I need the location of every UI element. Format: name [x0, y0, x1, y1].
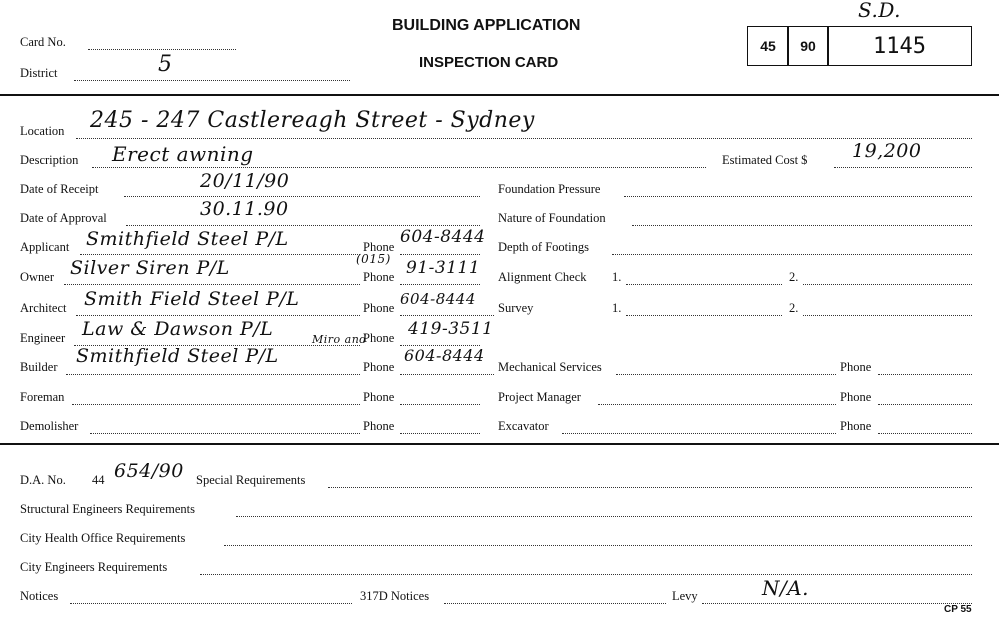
survey-2-label: 2. [789, 301, 799, 315]
architect-label: Architect [20, 301, 67, 315]
district-field[interactable] [74, 80, 350, 81]
architect-phone-field[interactable] [400, 315, 494, 316]
da-no-label: D.A. No. [20, 473, 66, 487]
district-value: 5 [158, 52, 173, 77]
description-field[interactable] [92, 167, 706, 168]
date-of-receipt-label: Date of Receipt [20, 182, 99, 196]
applicant-phone-label: Phone [363, 240, 395, 254]
architect-field[interactable] [76, 315, 360, 316]
architect-phone-label: Phone [363, 301, 395, 315]
builder-phone-value: 604-8444 [404, 346, 485, 365]
estimated-cost-field[interactable] [834, 167, 972, 168]
notices-317d-label: 317D Notices [360, 589, 430, 603]
city-health-requirements-label: City Health Office Requirements [20, 531, 186, 545]
city-engineers-requirements-label: City Engineers Requirements [20, 560, 168, 574]
mechanical-services-field[interactable] [616, 374, 836, 375]
project-manager-phone-label: Phone [840, 390, 872, 404]
location-value: 245 - 247 Castlereagh Street - Sydney [90, 108, 535, 133]
project-manager-phone-field[interactable] [878, 404, 972, 405]
nature-of-foundation-field[interactable] [632, 225, 972, 226]
excavator-phone-field[interactable] [878, 433, 972, 434]
special-requirements-field[interactable] [328, 487, 972, 488]
date-of-receipt-value: 20/11/90 [200, 170, 290, 192]
code-box-3: 1145 [827, 26, 972, 66]
sd-mark: S.D. [858, 0, 902, 22]
owner-phone-value: 91-3111 [406, 258, 481, 278]
owner-label: Owner [20, 270, 55, 284]
city-engineers-requirements-field[interactable] [200, 574, 972, 575]
da-no-prefix: 44 [92, 473, 105, 487]
applicant-phone-field[interactable] [400, 254, 480, 255]
date-of-approval-label: Date of Approval [20, 211, 107, 225]
foreman-label: Foreman [20, 390, 65, 404]
depth-of-footings-label: Depth of Footings [498, 240, 589, 254]
builder-value: Smithfield Steel P/L [76, 345, 279, 367]
architect-value: Smith Field Steel P/L [84, 288, 300, 310]
foreman-phone-field[interactable] [400, 404, 480, 405]
survey-label: Survey [498, 301, 534, 315]
details-divider [0, 443, 999, 445]
survey-1-field[interactable] [626, 315, 782, 316]
excavator-field[interactable] [562, 433, 836, 434]
demolisher-label: Demolisher [20, 419, 79, 433]
builder-label: Builder [20, 360, 58, 374]
alignment-check-1-label: 1. [612, 270, 622, 284]
foundation-pressure-field[interactable] [624, 196, 972, 197]
special-requirements-label: Special Requirements [196, 473, 306, 487]
levy-field[interactable] [702, 603, 972, 604]
applicant-field[interactable] [80, 254, 360, 255]
estimated-cost-value: 19,200 [852, 140, 922, 162]
description-label: Description [20, 153, 79, 167]
owner-phone-label: Phone [363, 270, 395, 284]
form-code: CP 55 [944, 604, 972, 615]
card-title-line2: INSPECTION CARD [419, 54, 559, 71]
applicant-value: Smithfield Steel P/L [86, 228, 289, 250]
applicant-label: Applicant [20, 240, 70, 254]
mechanical-phone-field[interactable] [878, 374, 972, 375]
project-manager-field[interactable] [598, 404, 836, 405]
code-box-2: 90 [787, 26, 829, 66]
mechanical-services-label: Mechanical Services [498, 360, 602, 374]
engineer-phone-label: Phone [363, 331, 395, 345]
demolisher-phone-field[interactable] [400, 433, 480, 434]
da-no-value: 654/90 [114, 460, 184, 482]
header-divider [0, 94, 999, 96]
code-box-1: 45 [747, 26, 789, 66]
card-no-field[interactable] [88, 49, 236, 50]
date-of-approval-field[interactable] [126, 225, 480, 226]
demolisher-phone-label: Phone [363, 419, 395, 433]
alignment-check-1-field[interactable] [626, 284, 782, 285]
owner-field[interactable] [64, 284, 360, 285]
engineer-label: Engineer [20, 331, 66, 345]
depth-of-footings-field[interactable] [612, 254, 972, 255]
alignment-check-label: Alignment Check [498, 270, 587, 284]
location-field[interactable] [76, 138, 972, 139]
excavator-label: Excavator [498, 419, 549, 433]
foreman-phone-label: Phone [363, 390, 395, 404]
structural-requirements-label: Structural Engineers Requirements [20, 502, 195, 516]
notices-field[interactable] [70, 603, 352, 604]
architect-phone-value: 604-8444 [400, 290, 476, 308]
demolisher-field[interactable] [90, 433, 360, 434]
survey-2-field[interactable] [803, 315, 972, 316]
builder-phone-label: Phone [363, 360, 395, 374]
card-no-label: Card No. [20, 35, 66, 49]
nature-of-foundation-label: Nature of Foundation [498, 211, 606, 225]
excavator-phone-label: Phone [840, 419, 872, 433]
structural-requirements-field[interactable] [236, 516, 972, 517]
engineer-phone-value: 419-3511 [408, 319, 494, 339]
notices-label: Notices [20, 589, 59, 603]
owner-value: Silver Siren P/L [70, 257, 230, 279]
city-health-requirements-field[interactable] [224, 545, 972, 546]
levy-value: N/A. [762, 576, 810, 600]
owner-phone-field[interactable] [400, 284, 480, 285]
alignment-check-2-field[interactable] [803, 284, 972, 285]
levy-label: Levy [672, 589, 698, 603]
foreman-field[interactable] [72, 404, 360, 405]
foundation-pressure-label: Foundation Pressure [498, 182, 601, 196]
builder-phone-field[interactable] [400, 374, 494, 375]
applicant-phone-value: 604-8444 [400, 227, 486, 247]
date-of-receipt-field[interactable] [124, 196, 480, 197]
district-label: District [20, 66, 58, 80]
card-title-line1: BUILDING APPLICATION [392, 17, 581, 34]
mechanical-phone-label: Phone [840, 360, 872, 374]
survey-1-label: 1. [612, 301, 622, 315]
engineer-value: Law & Dawson P/L [82, 318, 274, 340]
project-manager-label: Project Manager [498, 390, 581, 404]
notices-317d-field[interactable] [444, 603, 666, 604]
estimated-cost-label: Estimated Cost $ [722, 153, 808, 167]
alignment-check-2-label: 2. [789, 270, 799, 284]
description-value: Erect awning [112, 142, 254, 166]
date-of-approval-value: 30.11.90 [200, 198, 289, 220]
builder-field[interactable] [66, 374, 360, 375]
owner-phone-prefix: (015) [356, 252, 391, 266]
builder-note: Miro and [312, 333, 367, 346]
location-label: Location [20, 124, 65, 138]
